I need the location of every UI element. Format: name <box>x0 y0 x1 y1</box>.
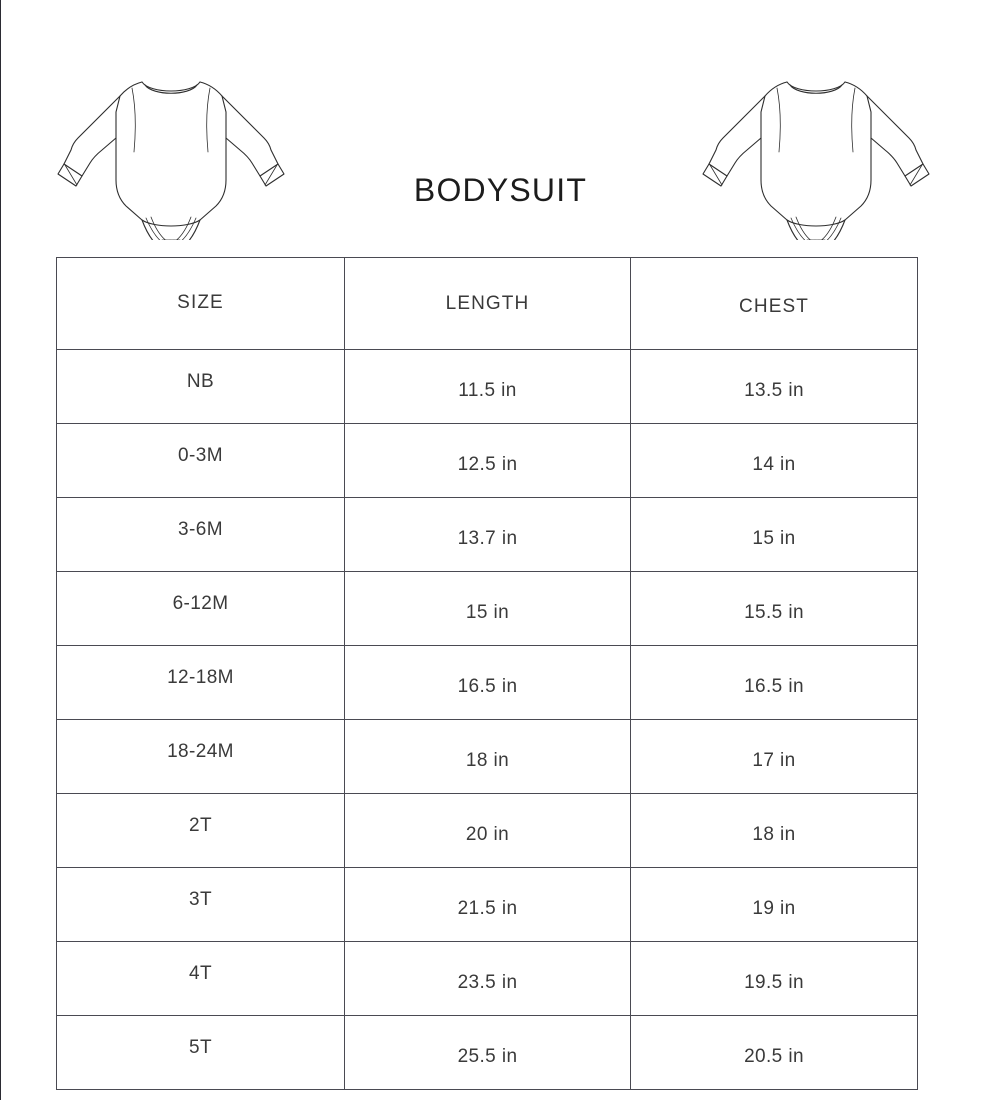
column-header-chest: CHEST <box>631 258 918 350</box>
cell-length: 23.5 in <box>345 942 631 1016</box>
bodysuit-illustration-right <box>701 60 931 240</box>
cell-chest: 19.5 in <box>631 942 918 1016</box>
size-chart-page <box>1 0 1000 1100</box>
cell-length: 15 in <box>345 572 631 646</box>
cell-length: 11.5 in <box>345 350 631 424</box>
size-chart-table <box>56 257 918 1090</box>
cell-chest: 15 in <box>631 498 918 572</box>
table-row <box>57 868 918 942</box>
cell-size: NB <box>57 350 345 424</box>
cell-size: 18-24M <box>57 720 345 794</box>
cell-chest: 13.5 in <box>631 350 918 424</box>
cell-size: 6-12M <box>57 572 345 646</box>
cell-chest: 19 in <box>631 868 918 942</box>
table-row <box>57 646 918 720</box>
cell-length: 25.5 in <box>345 1016 631 1090</box>
table-row <box>57 1016 918 1090</box>
cell-size: 12-18M <box>57 646 345 720</box>
cell-chest: 18 in <box>631 794 918 868</box>
cell-length: 21.5 in <box>345 868 631 942</box>
table-row <box>57 942 918 1016</box>
table-row <box>57 572 918 646</box>
cell-length: 12.5 in <box>345 424 631 498</box>
cell-size: 0-3M <box>57 424 345 498</box>
table-header-row <box>57 258 918 350</box>
table-row <box>57 720 918 794</box>
page-title: BODYSUIT <box>413 172 588 208</box>
table-row <box>57 498 918 572</box>
table-row <box>57 794 918 868</box>
cell-length: 16.5 in <box>345 646 631 720</box>
bodysuit-illustration-left <box>56 60 286 240</box>
cell-size: 2T <box>57 794 345 868</box>
cell-size: 4T <box>57 942 345 1016</box>
cell-size: 3-6M <box>57 498 345 572</box>
cell-length: 20 in <box>345 794 631 868</box>
cell-chest: 16.5 in <box>631 646 918 720</box>
table-row <box>57 424 918 498</box>
cell-size: 5T <box>57 1016 345 1090</box>
table-row <box>57 350 918 424</box>
cell-chest: 15.5 in <box>631 572 918 646</box>
column-header-length: LENGTH <box>345 258 631 350</box>
column-header-size: SIZE <box>57 258 345 350</box>
cell-size: 3T <box>57 868 345 942</box>
cell-length: 13.7 in <box>345 498 631 572</box>
cell-length: 18 in <box>345 720 631 794</box>
cell-chest: 17 in <box>631 720 918 794</box>
cell-chest: 20.5 in <box>631 1016 918 1090</box>
cell-chest: 14 in <box>631 424 918 498</box>
